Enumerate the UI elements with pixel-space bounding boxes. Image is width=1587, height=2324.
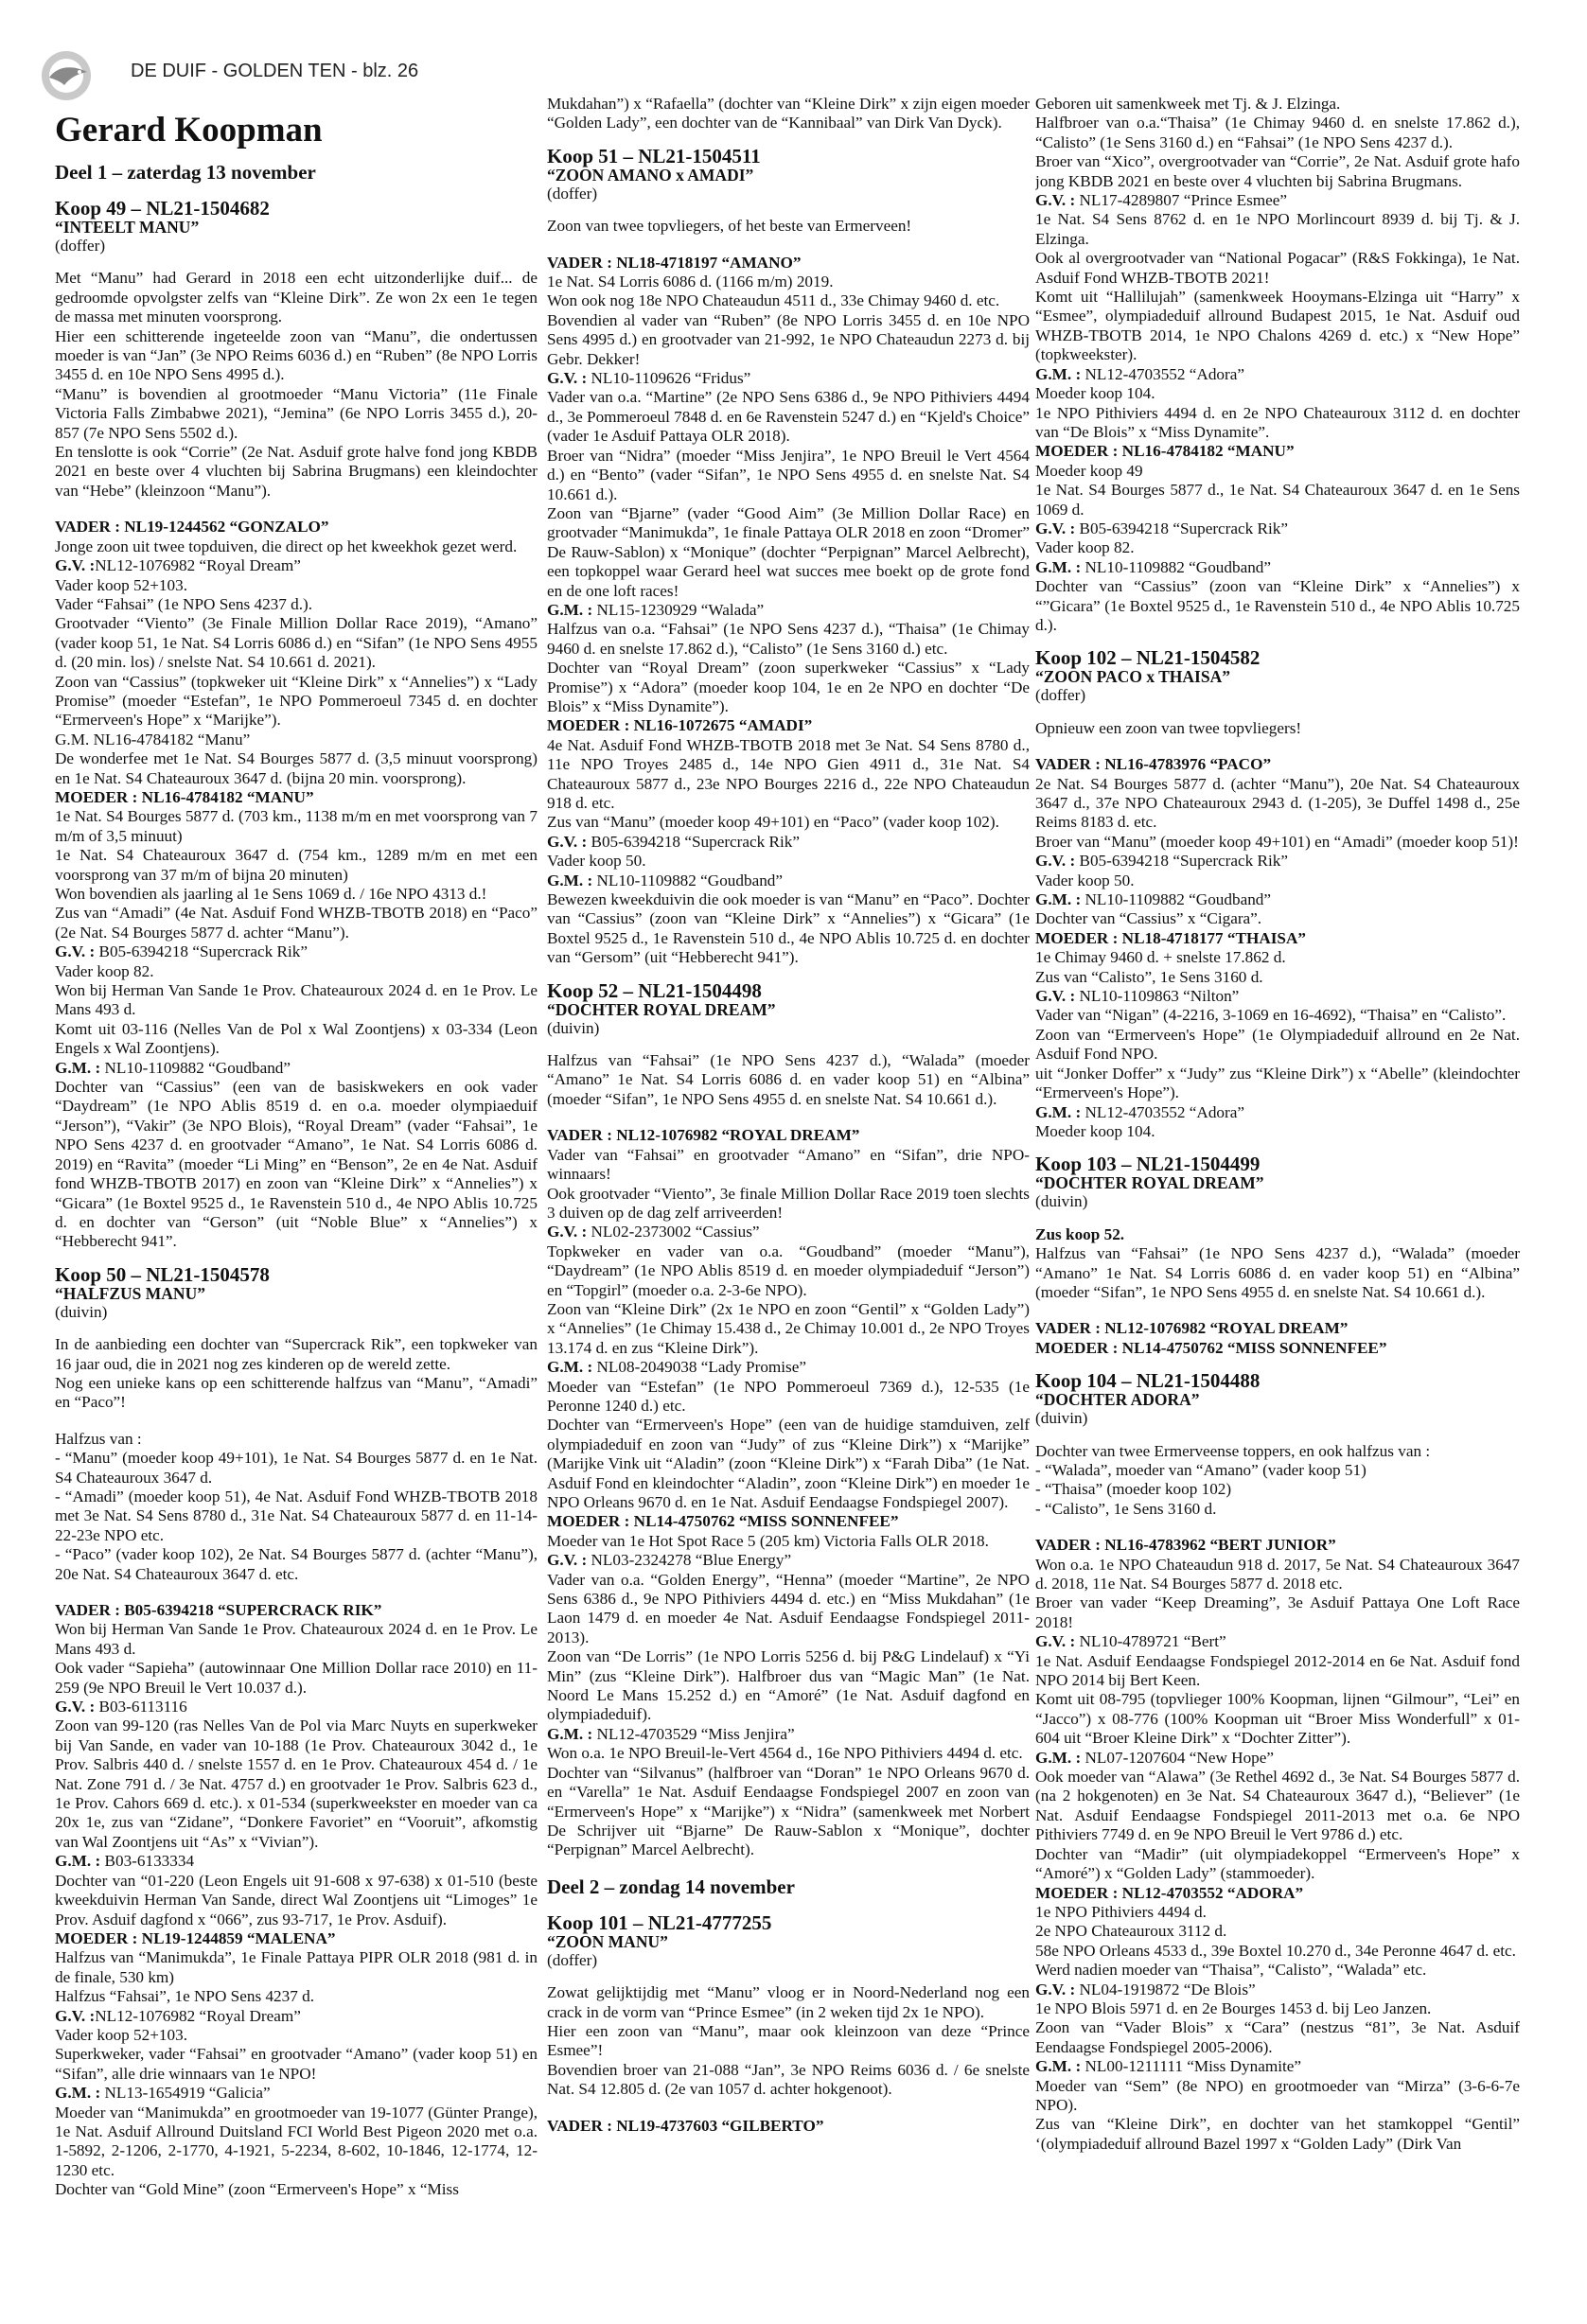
label: G.V. : bbox=[547, 1223, 588, 1241]
label: G.V. : bbox=[1035, 1980, 1076, 1998]
paragraph: Mukdahan”) x “Rafaella” (dochter van “Kleine Dirk” x zijn eigen moeder “Golden Lady”, een dochter van de “Kannibaal” van Dirk Van Dyck). bbox=[547, 95, 1030, 132]
paragraph: uit “Jonker Doffer” x “Judy” zus “Kleine Dirk”) x “Abelle” (kleindochter “Ermerveen's Hope”). bbox=[1035, 1064, 1520, 1102]
dam-heading: MOEDER : NL16-4784182 “MANU” bbox=[55, 787, 314, 806]
dam-heading: MOEDER : NL16-1072675 “AMADI” bbox=[547, 716, 813, 735]
pedigree-line bbox=[547, 369, 1030, 388]
list-item: - “Walada”, moeder van “Amano” (vader koop 51) bbox=[1035, 1460, 1367, 1479]
paragraph: 1e NPO Blois 5971 d. en 2e Bourges 1453 d. bij Leo Janzen. bbox=[1035, 1998, 1432, 2017]
paragraph: Dochter van twee Ermerveense toppers, en ook halfzus van : bbox=[1035, 1441, 1431, 1460]
paragraph: Zus van “Amadi” (4e Nat. Asduif Fond WHZB-TBOTB 2018) en “Paco” (2e Nat. S4 Bourges 5877 d. achter “Manu”). bbox=[55, 904, 538, 942]
column-3 bbox=[1035, 95, 1520, 2309]
paragraph: De wonderfee met 1e Nat. S4 Bourges 5877 d. (3,5 minuut voorsprong) en 1e Nat. S4 Chateauroux 3647 d. (bijna 20 min. voorsprong). bbox=[55, 749, 538, 787]
section-heading-part1: Deel 1 – zaterdag 13 november bbox=[55, 161, 316, 184]
pedigree-line bbox=[55, 556, 538, 575]
lot-sex: (duivin) bbox=[1035, 1409, 1088, 1428]
dam-heading: MOEDER : NL12-4703552 “ADORA” bbox=[1035, 1883, 1304, 1902]
label: G.V. : bbox=[1035, 1632, 1076, 1651]
paragraph: Zoon van “Cassius” (topkweker uit “Kleine Dirk” x “Annelies”) x “Lady Promise” (moeder “Estefan”, 1e NPO Pommeroeul 7345 d. en dochter “Ermerveen's Hope” x “Marijke”). bbox=[55, 672, 538, 730]
sire-heading: VADER : NL16-4783976 “PACO” bbox=[1035, 755, 1272, 774]
paragraph: Vader koop 82. bbox=[55, 961, 154, 980]
paragraph: Broer van “Manu” (moeder koop 49+101) en “Amadi” (moeder koop 51)! bbox=[1035, 832, 1519, 851]
paragraph: Zus van “Kleine Dirk”, en dochter van het stamkoppel “Gentil” ‘(olympiadeduif allround Bazel 1997 x “Golden Lady” (Dirk Van bbox=[1035, 2115, 1520, 2153]
paragraph: Vader van o.a. “Golden Energy”, “Henna” (moeder “Martine”, 2e NPO Sens 6386 d., 9e NPO Pithiviers 4494 d. etc.) en “Miss Mukdahan” (1e Laon 1479 d. en moeder 4e Nat. Asduif Eendaagse Fondspiegel 2011-2013). bbox=[547, 1570, 1030, 1646]
paragraph: Hier een zoon van “Manu”, maar ook kleinzoon van deze “Prince Esmee”! bbox=[547, 2021, 1030, 2060]
paragraph: 1e Nat. S4 Bourges 5877 d., 1e Nat. S4 Chateauroux 3647 d. en 1e Sens 1069 d. bbox=[1035, 481, 1520, 519]
lot-name: “DOCHTER ROYAL DREAM” bbox=[547, 999, 776, 1019]
paragraph: Halfzus van “Fahsai” (1e NPO Sens 4237 d.), “Walada” (moeder “Amano” 1e Nat. S4 Lorris 6086 d. en vader koop 51) en “Albina” (moeder “Sifan”, 1e NPO Sens 4955 d. en snelste Nat. S4 10.661 d.). bbox=[1035, 1244, 1520, 1301]
page-title: Gerard Koopman bbox=[55, 111, 323, 150]
value: B05-6394218 “Supercrack Rik” bbox=[98, 942, 309, 961]
label: G.M. : bbox=[547, 871, 593, 889]
label: G.M. : bbox=[1035, 1102, 1082, 1121]
lot-name: “ZOON PACO x THAISA” bbox=[1035, 667, 1230, 687]
value: NL15-1230929 “Walada” bbox=[596, 600, 765, 619]
list-item: - “Amadi” (moeder koop 51), 4e Nat. Asduif Fond WHZB-TBOTB 2018 met 3e Nat. S4 Sens 8780 d., 31e Nat. S4 Chateauroux 5877 d. en 11-14-22-23e NPO etc. bbox=[55, 1487, 538, 1544]
paragraph: 1e Nat. S4 Lorris 6086 d. (1166 m/m) 2019. bbox=[547, 273, 834, 291]
pedigree-line bbox=[547, 833, 1030, 852]
pedigree-line bbox=[547, 1223, 1030, 1241]
paragraph: Dochter van “Royal Dream” (zoon superkweker “Cassius” x “Lady Promise”) x “Adora” (moeder koop 104, 1e en 2e NPO en dochter “De Blois” x “Miss Dynamite”). bbox=[547, 659, 1030, 715]
value: B05-6394218 “Supercrack Rik” bbox=[591, 832, 801, 851]
paragraph: Dochter van “Cassius” (zoon van “Kleine Dirk” x “Annelies”) x “”Gicara” (1e Boxtel 9525 d., 1e Ravenstein 510 d., 4e NPO Ablis 10.725 d.). bbox=[1035, 577, 1520, 634]
pedigree-line bbox=[55, 1698, 538, 1717]
dam-heading: MOEDER : NL18-4718177 “THAISA” bbox=[1035, 928, 1306, 947]
paragraph: Won bovendien als jaarling al 1e Sens 1069 d. / 16e NPO 4313 d.! bbox=[55, 885, 487, 903]
paragraph: Superkweker, vader “Fahsai” en grootvader “Amano” (vader koop 51) en “Sifan”, alle drie winnaars van 1e NPO! bbox=[55, 2045, 538, 2083]
paragraph: Zoon van “Vader Blois” x “Cara” (nestzus “81”, 3e Nat. Asduif Eendaagse Fondspiegel 2005-2006). bbox=[1035, 2018, 1520, 2056]
paragraph: Dochter van “Gold Mine” (zoon “Ermerveen's Hope” x “Miss bbox=[55, 2180, 459, 2199]
paragraph: Komt uit 03-116 (Nelles Van de Pol x Wal Zoontjens) x 03-334 (Leon Engels x Wal Zoontjens). bbox=[55, 1019, 538, 1058]
page-header: DE DUIF - GOLDEN TEN - blz. 26 bbox=[131, 61, 419, 81]
paragraph: Dochter van “Cassius” (een van de basiskwekers en ook vader “Daydream” (1e NPO Ablis 8519 d. en o.a. moeder olympiaeduif “Jerson”), “Vakir” (3e NPO Blois), “Royal Dream” (vader “Fahsai”, 1e NPO Sens 4237 d. en grootvader “Amano”, 1e Nat. S4 Lorris 6086 d. 2019) en “Ravita” (moeder “Li Ming” en “Benson”, 2e en 4e Nat. Asduif fond WHZB-TBOTB 2017) en zoon van “Kleine Dirk” x “Annelies”) x “Gicara” (1e Boxtel 9525 d., 1e Ravenstein 510 d., 4e NPO Ablis 10.725 d. en dochter van “Gerson” (uit “Noble Blue” x “Annelies”) x “Hebberecht 941”. bbox=[55, 1078, 538, 1251]
lot-title: Koop 102 – NL21-1504582 bbox=[1035, 646, 1261, 670]
paragraph: 2e NPO Chateauroux 3112 d. bbox=[1035, 1922, 1227, 1941]
value: NL10-1109882 “Goudband” bbox=[1084, 557, 1272, 576]
paragraph: Met “Manu” had Gerard in 2018 een echt uitzonderlijke duif... de gedroomde opvolgster zelfs van “Kleine Dirk”. Ze won 2x een 1e tegen de massa met minuten voorsprong. bbox=[55, 269, 538, 326]
label: G.V. : bbox=[547, 832, 588, 851]
lot-name: “DOCHTER ROYAL DREAM” bbox=[1035, 1173, 1264, 1193]
pedigree-line bbox=[1035, 987, 1520, 1006]
paragraph: Komt uit “Hallilujah” (samenkweek Hooymans-Elzinga uit “Harry” x “Esmee”, olympiadeduif allround Budapest 2015, 1e Nat. Asduif oud WHZB-TBOTB 2014, 1e NPO Chalons 4269 d. etc.) x “New Hope” (topkweekster). bbox=[1035, 288, 1520, 364]
pedigree-line bbox=[55, 2007, 538, 2026]
lot-name: “HALFZUS MANU” bbox=[55, 1283, 205, 1303]
paragraph: 1e Nat. S4 Bourges 5877 d. (703 km., 1138 m/m en met voorsprong van 7 m/m of 3,5 minuut) bbox=[55, 807, 538, 845]
paragraph: Dochter van “Madir” (uit olympiadekoppel “Ermerveen's Hope” x “Amoré”) x “Golden Lady” (stammoeder). bbox=[1035, 1844, 1520, 1883]
paragraph: Jonge zoon uit twee topduiven, die direct op het kweekhok gezet werd. bbox=[55, 537, 518, 555]
value: NL10-1109863 “Nilton” bbox=[1079, 987, 1240, 1006]
value: NL04-1919872 “De Blois” bbox=[1079, 1980, 1256, 1998]
paragraph: Broer van “Nidra” (moeder “Miss Jenjira”, 1e NPO Breuil le Vert 4564 d.) en “Bento” (vader “Sifan”, 1e NPO Sens 4955 d. en snelste Nat. S4 10.661 d.). bbox=[547, 446, 1030, 503]
paragraph: Ook vader “Sapieha” (autowinnaar One Million Dollar race 2010) en 11-259 (9e NPO Breuil le Vert 10.037 d.). bbox=[55, 1659, 538, 1697]
pedigree-line bbox=[547, 601, 1030, 620]
paragraph: Hier een schitterende ingeteelde zoon van “Manu”, die ondertussen moeder is van “Jan” (3e NPO Reims 6036 d.) en “Ruben” (8e NPO Lorris 3455 d. en 10e NPO Sens 4995 d.). bbox=[55, 326, 538, 384]
lot-title: Koop 49 – NL21-1504682 bbox=[55, 197, 270, 220]
paragraph: Grootvader “Viento” (3e Finale Million Dollar Race 2019), “Amano” (vader koop 51, 1e Nat. S4 Lorris 6086 d.) en “Sifan” (1e NPO Sens 4955 d. (20 min. los) / snelste Nat. S4 10.661 d. 2021). bbox=[55, 614, 538, 672]
lot-title: Koop 101 – NL21-4777255 bbox=[547, 1910, 772, 1934]
label: G.M. : bbox=[547, 600, 593, 619]
paragraph: Zoon van 99-120 (ras Nelles Van de Pol via Marc Nuyts en superkweker bij Van Sande, en vader van 10-188 (1e Prov. Chateauroux 3042 d., 1e Prov. Salbris 440 d. / snelste 1557 d. en 1e Prov. Chateauroux 454 d. / 1e Nat. Zone 791 d. / 3e Nat. 4757 d.) en grootvader 1e Prov. Salbris 623 d., 1e Prov. Cahors 669 d. etc.). x 01-534 (superkweekster en moeder van ca 20x 1e, zus van “Zidane”, “Donkere Favoriet” en “Vooruit”, afkomstig van Wal Zoontjens uit “As” x “Vivian”). bbox=[55, 1717, 538, 1851]
list-item: - “Paco” (vader koop 102), 2e Nat. S4 Bourges 5877 d. (achter “Manu”), 20e Nat. S4 Chateauroux 3647 d. etc. bbox=[55, 1545, 538, 1583]
value: B05-6394218 “Supercrack Rik” bbox=[1079, 519, 1289, 537]
pedigree-line bbox=[547, 1551, 1030, 1570]
lot-sex: (doffer) bbox=[1035, 686, 1086, 705]
paragraph: Won bij Herman Van Sande 1e Prov. Chateauroux 2024 d. en 1e Prov. Le Mans 493 d. bbox=[55, 1620, 538, 1658]
paragraph: Ook al overgrootvader van “National Pogacar” (R&S Fokkinga), 1e Nat. Asduif Fond WHZB-TBOTB 2021! bbox=[1035, 249, 1520, 287]
label: G.M. : bbox=[547, 1358, 593, 1377]
list-item: - “Thaisa” (moeder koop 102) bbox=[1035, 1480, 1232, 1499]
paragraph: In de aanbieding een dochter van “Supercrack Rik”, een topkweker van 16 jaar oud, die in 2021 nog zes kinderen op de wereld zette. bbox=[55, 1335, 538, 1373]
paragraph: 4e Nat. Asduif Fond WHZB-TBOTB 2018 met 3e Nat. S4 Sens 8780 d., 11e NPO Troyes 2485 d., 14e NPO Gien 4911 d., 31e Nat. S4 Chateauroux 5877 d., 23e NPO Bourges 2216 d., 22e NPO Chateaudun 918 d. etc. bbox=[547, 735, 1030, 812]
paragraph: Vader van “Fahsai” en grootvader “Amano” en “Sifan”, drie NPO-winnaars! bbox=[547, 1145, 1030, 1184]
pedigree-line bbox=[55, 942, 538, 961]
paragraph: 1e Nat. S4 Chateauroux 3647 d. (754 km., 1289 m/m en met een voorsprong van 37 m/m of bijna 20 minuten) bbox=[55, 846, 538, 884]
pedigree-line bbox=[1035, 1749, 1520, 1768]
paragraph: Halfzus van “Fahsai” (1e NPO Sens 4237 d.), “Walada” (moeder “Amano” 1e Nat. S4 Lorris 6086 d. en vader koop 51) en “Albina” (moeder “Sifan”, 1e NPO Sens 4955 d. en snelste Nat. S4 10.661 d.). bbox=[547, 1051, 1030, 1108]
value: NL08-2049038 “Lady Promise” bbox=[596, 1358, 806, 1377]
sire-heading: VADER : NL18-4718197 “AMANO” bbox=[547, 253, 802, 272]
value: NL12-1076982 “Royal Dream” bbox=[95, 2006, 301, 2025]
lot-title: Koop 50 – NL21-1504578 bbox=[55, 1262, 270, 1286]
label: G.M. : bbox=[55, 1852, 101, 1871]
lot-50 bbox=[55, 1262, 538, 2200]
paragraph: 1e Nat. S4 Sens 8762 d. en 1e NPO Morlincourt 8939 d. bij Tj. & J. Elzinga. bbox=[1035, 210, 1520, 248]
lot-title: Koop 103 – NL21-1504499 bbox=[1035, 1153, 1261, 1176]
label: G.V. : bbox=[1035, 191, 1076, 210]
paragraph: Zoon van “De Lorris” (1e NPO Lorris 5256 d. bij P&G Lindelauf) x “Yi Min” (zus “Kleine Dirk”). Halfbroer dus van “Magic Man” (1e Nat. Noord Le Mans 15.252 d.) en “Amoré” (1e Nat. Asduif dagfond en olympiadeduif). bbox=[547, 1647, 1030, 1724]
paragraph: Dochter van “Ermerveen's Hope” (een van de huidige stamduiven, zelf olympiadeduif en zoon van “Judy” of zus “Kleine Dirk”) x “Marijke” (Marijke Vink uit “Aladin” (zoon “Kleine Dirk”) x “Farah Diba” (1e Nat. Asduif Fond en kleindochter “Aladin”, zoon “Kleine Dirk”) en moeder 1e NPO Orleans 9670 d. en 1e Nat. Asduif Eendaagse Fondspiegel 2007). bbox=[547, 1416, 1030, 1511]
lot-title: Koop 52 – NL21-1504498 bbox=[547, 978, 762, 1002]
lot-sex: (duivin) bbox=[55, 1302, 108, 1321]
lot-sex: (doffer) bbox=[547, 184, 598, 202]
paragraph: Vader van o.a. “Martine” (2e NPO Sens 6386 d., 9e NPO Pithiviers 4494 d., 3e Pommeroeul 7848 d. en 6e Ravenstein 5247 d.) en “Kjeld's Choice” (vader 1e Asduif Pattaya OLR 2018). bbox=[547, 388, 1030, 446]
label: G.M. : bbox=[1035, 890, 1082, 909]
paragraph: Vader koop 50. bbox=[1035, 871, 1135, 889]
lot-name: “DOCHTER ADORA” bbox=[1035, 1390, 1200, 1410]
paragraph: Moeder koop 104. bbox=[1035, 384, 1155, 403]
pedigree-line bbox=[1035, 890, 1520, 909]
value: NL10-4789721 “Bert” bbox=[1079, 1632, 1226, 1651]
pedigree-line bbox=[1035, 2057, 1520, 2076]
lot-101 bbox=[547, 1910, 1030, 2136]
lot-102 bbox=[1035, 648, 1520, 1141]
paragraph: Moeder van “Estefan” (1e NPO Pommeroeul 7369 d.), 12-535 (1e Peronne 1240 d.) etc. bbox=[547, 1377, 1030, 1415]
paragraph: Moeder van 1e Hot Spot Race 5 (205 km) Victoria Falls OLR 2018. bbox=[547, 1531, 989, 1550]
pedigree-line: G.M. NL16-4784182 “Manu” bbox=[55, 730, 251, 748]
list-item: - “Calisto”, 1e Sens 3160 d. bbox=[1035, 1499, 1217, 1518]
paragraph: Vader koop 52+103. bbox=[55, 2025, 188, 2044]
paragraph: Bovendien broer van 21-088 “Jan”, 3e NPO Reims 6036 d. / 6e snelste Nat. S4 12.805 d. (2e van 1057 d. achter hokgenoot). bbox=[547, 2060, 1030, 2099]
paragraph: Broer van “Xico”, overgrootvader van “Corrie”, 2e Nat. Asduif grote hafo jong KBDB 2021 en beste over 4 vluchten bij Sabrina Brugmans. bbox=[1035, 152, 1520, 190]
paragraph: Broer van vader “Keep Dreaming”, 3e Asduif Pattaya One Loft Race 2018! bbox=[1035, 1593, 1520, 1631]
lot-103 bbox=[1035, 1154, 1520, 1358]
paragraph: 1e Nat. Asduif Eendaagse Fondspiegel 2012-2014 en 6e Nat. Asduif fond NPO 2014 bij Bert Keen. bbox=[1035, 1651, 1520, 1690]
pedigree-line bbox=[1035, 1981, 1520, 1999]
paragraph: Moeder van “Manimukda” en grootmoeder van 19-1077 (Günter Prange), 1e Nat. Asduif Allround Duitsland FCI World Best Pigeon 2020 met o.a. 1-5892, 2-1206, 2-1770, 4-1921, 5-2234, 8-602, 10-1846, 12-1774, 12-1230 etc. bbox=[55, 2103, 538, 2179]
paragraph: Halfzus van “Manimukda”, 1e Finale Pattaya PIPR OLR 2018 (981 d. in de finale, 530 km) bbox=[55, 1948, 538, 1986]
label: G.M. : bbox=[55, 1058, 101, 1077]
paragraph: Vader koop 82. bbox=[1035, 538, 1135, 557]
pedigree-line bbox=[55, 1852, 538, 1871]
paragraph: En tenslotte is ook “Corrie” (2e Nat. Asduif grote halve fond jong KBDB 2021 en beste over 4 vluchten bij Sabrina Brugmans) een kleindochter van “Hebe” (kleinzoon “Manu”). bbox=[55, 443, 538, 500]
paragraph: Geboren uit samenkweek met Tj. & J. Elzinga. bbox=[1035, 95, 1341, 113]
paragraph: Zoon van “Kleine Dirk” (2x 1e NPO en zoon “Gentil” x “Golden Lady”) x “Annelies” (1e Chimay 15.438 d., 2e Chimay 10.001 d., 2e NPO Troyes 13.174 d. en zus “Kleine Dirk”). bbox=[547, 1299, 1030, 1357]
paragraph: 1e NPO Pithiviers 4494 d. en 2e NPO Chateauroux 3112 d. en dochter van “De Blois” x “Miss Dynamite”. bbox=[1035, 403, 1520, 441]
paragraph: Zus van “Manu” (moeder koop 49+101) en “Paco” (vader koop 102). bbox=[547, 813, 999, 832]
dam-heading: MOEDER : NL14-4750762 “MISS SONNENFEE” bbox=[1035, 1338, 1387, 1357]
column-1 bbox=[55, 104, 538, 2309]
value: NL07-1207604 “New Hope” bbox=[1084, 1748, 1275, 1767]
lot-sex: (duivin) bbox=[547, 1018, 600, 1037]
lot-sex: (doffer) bbox=[547, 1950, 598, 1969]
pedigree-line bbox=[1035, 519, 1520, 538]
label: G.V. : bbox=[1035, 987, 1076, 1006]
paragraph: Vader “Fahsai” (1e NPO Sens 4237 d.). bbox=[55, 594, 313, 613]
paragraph: Zus koop 52. bbox=[1035, 1224, 1125, 1243]
paragraph: Zoon van “Bjarne” (vader “Good Aim” (3e Million Dollar Race) en grootvader “Manimukda”, 1e finale Pattaya OLR 2018 en zoon “Dromer” De Rauw-Sablon) x “Monique” (dochter “Perpignan” Marcel Aelbrecht), een topkoppel waar Gerard heel wat succes mee boekt op de grote fond en de one loft races! bbox=[547, 503, 1030, 600]
label: G.M. : bbox=[1035, 1748, 1082, 1767]
paragraph: Komt uit 08-795 (topvlieger 100% Koopman, lijnen “Gilmour”, “Lei” en “Jacco”) x 08-776 (100% Koopman uit “Broer Miss Wonderfull” x 01-604 uit “Broer Kleine Dirk” x “Dochter Zitter”). bbox=[1035, 1690, 1520, 1748]
paragraph: Ook moeder van “Alawa” (3e Rethel 4692 d., 3e Nat. S4 Bourges 5877 d. (na 2 hokgenoten) en 3e Nat. S4 Chateauroux 3647 d.), “Believer” (1e Nat. Asduif Eendaagse Fondspiegel 2011-2013 met o.a. 6e NPO Pithiviers 7749 d. en 9e NPO Breuil le Vert 9786 d.) etc. bbox=[1035, 1768, 1520, 1844]
paragraph: 2e Nat. S4 Bourges 5877 d. (achter “Manu”), 20e Nat. S4 Chateauroux 3647 d., 37e NPO Chateauroux 2943 d. (1-205), 3e Duffel 1498 d., 25e Reims 8183 d. etc. bbox=[1035, 774, 1520, 832]
paragraph: Vader koop 50. bbox=[547, 852, 646, 871]
pedigree-line bbox=[55, 2084, 538, 2103]
paragraph: Dochter van “Cassius” x “Cigara”. bbox=[1035, 909, 1262, 928]
lot-name: “ZOON AMANO x AMADI” bbox=[547, 165, 754, 185]
pedigree-line bbox=[1035, 1632, 1520, 1651]
paragraph: Zowat gelijktijdig met “Manu” vloog er in Noord-Nederland nog een crack in de vorm van “Prince Esmee” (in 2 weken tijd 2x 1e NPO). bbox=[547, 1983, 1030, 2021]
paragraph: Zoon van twee topvliegers, of het beste van Ermerveen! bbox=[547, 217, 912, 236]
label: G.M. : bbox=[1035, 557, 1082, 576]
paragraph: Moeder van “Sem” (8e NPO) en grootmoeder van “Mirza” (3-6-6-7e NPO). bbox=[1035, 2076, 1520, 2114]
paragraph: 1e Chimay 9460 d. + snelste 17.862 d. bbox=[1035, 948, 1286, 967]
pedigree-line bbox=[547, 872, 1030, 890]
paragraph: Bovendien al vader van “Ruben” (8e NPO Lorris 3455 d. en 10e NPO Sens 4995 d.) en grootvader van 21-992, 1e NPO Chateaudun 2273 d. bij Gebr. Dekker! bbox=[547, 310, 1030, 368]
pedigree-line bbox=[1035, 852, 1520, 871]
pedigree-line bbox=[1035, 1103, 1520, 1122]
lot-51 bbox=[547, 144, 1030, 968]
paragraph: 58e NPO Orleans 4533 d., 39e Boxtel 10.270 d., 34e Peronne 4647 d. etc. bbox=[1035, 1941, 1516, 1960]
paragraph: Halfzus van o.a. “Fahsai” (1e NPO Sens 4237 d.), “Thaisa” (1e Chimay 9460 d. en snelste 17.862 d.), “Calisto” (1e Sens 3160 d.) etc. bbox=[547, 620, 1030, 658]
list-item: - “Manu” (moeder koop 49+101), 1e Nat. S4 Bourges 5877 d. en 1e Nat. S4 Chateauroux 3647 d. bbox=[55, 1449, 538, 1487]
value: NL12-4703529 “Miss Jenjira” bbox=[596, 1724, 795, 1743]
paragraph: Werd nadien moeder van “Thaisa”, “Calisto”, “Walada” etc. bbox=[1035, 1961, 1427, 1980]
lot-title: Koop 51 – NL21-1504511 bbox=[547, 144, 761, 167]
sire-heading: VADER : NL19-4737603 “GILBERTO” bbox=[547, 2116, 824, 2135]
column-2 bbox=[547, 95, 1030, 2309]
label: G.M. : bbox=[1035, 2057, 1082, 2076]
paragraph: Won ook nog 18e NPO Chateaudun 4511 d., 33e Chimay 9460 d. etc. bbox=[547, 291, 1000, 310]
value: NL10-1109882 “Goudband” bbox=[1084, 890, 1272, 909]
sire-heading: VADER : B05-6394218 “SUPERCRACK RIK” bbox=[55, 1601, 382, 1619]
paragraph: Won o.a. 1e NPO Chateaudun 918 d. 2017, 5e Nat. S4 Chateauroux 3647 d. 2018, 11e Nat. S4 Bourges 5877 d. 2018 etc. bbox=[1035, 1555, 1520, 1593]
lot-104 bbox=[1035, 1371, 1520, 2154]
paragraph: 1e NPO Pithiviers 4494 d. bbox=[1035, 1902, 1207, 1921]
pedigree-line bbox=[55, 1059, 538, 1078]
pedigree-line bbox=[1035, 365, 1520, 384]
paragraph: Ook grootvader “Viento”, 3e finale Million Dollar Race 2019 toen slechts 3 duiven op de dag zelf arriveerden! bbox=[547, 1184, 1030, 1222]
paragraph: “Manu” is bovendien al grootmoeder “Manu Victoria” (11e Finale Victoria Falls Zimbabwe 2021), “Jemina” (6e NPO Lorris 3455 d.), 20-857 (7e NPO Sens 5502 d.). bbox=[55, 384, 538, 442]
lot-52 bbox=[547, 978, 1030, 1860]
paragraph: Topkweker en vader van o.a. “Goudband” (moeder “Manu”), “Daydream” (1e NPO Ablis 8519 d. en moeder olympiadeduif “Jerson”) en “Topgirl” (moeder o.a. 2-3-6e NPO). bbox=[547, 1241, 1030, 1299]
lot-name: “INTEELT MANU” bbox=[55, 218, 200, 237]
paragraph: Halfzus “Fahsai”, 1e NPO Sens 4237 d. bbox=[55, 1987, 315, 2006]
label: G.V. : bbox=[1035, 519, 1076, 537]
paragraph: Dochter van “Silvanus” (halfbroer van “Doran” 1e NPO Orleans 9670 d. en “Varella” 1e Nat. Asduif Eendaagse Fondspiegel 2007 en zoon van “Ermerveen's Hope” x “Marijke”) x “Nidra” (samenkweek met Norbert De Schrijver uit “Bjarne” De Rauw-Sablon x “Monique”, dochter “Perpignan” Marcel Aelbrecht). bbox=[547, 1763, 1030, 1859]
dam-heading: MOEDER : NL19-1244859 “MALENA” bbox=[55, 1928, 336, 1947]
value: NL10-1109882 “Goudband” bbox=[596, 871, 784, 889]
paragraph: Moeder koop 104. bbox=[1035, 1121, 1155, 1140]
paragraph: Halfzus van : bbox=[55, 1429, 142, 1448]
label: G.V. : bbox=[55, 2006, 96, 2025]
value: NL12-4703552 “Adora” bbox=[1084, 364, 1245, 383]
pedigree-line bbox=[547, 1358, 1030, 1377]
paragraph: Dochter van “01-220 (Leon Engels uit 91-608 x 97-638) x 01-510 (beste kweekduivin Herman Van Sande, direct Wal Zoontjens uit “Limoges” 1e Prov. Asduif dagfond x “066”, zus 93-717, 1e Prov. Asduif). bbox=[55, 1871, 538, 1928]
sire-heading: VADER : NL19-1244562 “GONZALO” bbox=[55, 518, 329, 537]
section-heading-part2: Deel 2 – zondag 14 november bbox=[547, 1875, 795, 1898]
pedigree-line bbox=[1035, 558, 1520, 577]
value: NL12-4703552 “Adora” bbox=[1084, 1102, 1245, 1121]
label: G.V. : bbox=[1035, 852, 1076, 871]
paragraph: Nog een unieke kans op een schitterende halfzus van “Manu”, “Amadi” en “Paco”! bbox=[55, 1373, 538, 1412]
lot-sex: (duivin) bbox=[1035, 1192, 1088, 1211]
lot-title: Koop 104 – NL21-1504488 bbox=[1035, 1369, 1261, 1393]
paragraph: Vader koop 52+103. bbox=[55, 575, 188, 594]
paragraph: Won bij Herman Van Sande 1e Prov. Chateauroux 2024 d. en 1e Prov. Le Mans 493 d. bbox=[55, 981, 538, 1019]
value: NL10-1109626 “Fridus” bbox=[591, 369, 751, 388]
paragraph: Zoon van “Ermerveen's Hope” (1e Olympiadeduif allround en 2e Nat. Asduif Fond NPO. bbox=[1035, 1025, 1520, 1064]
label: G.V. : bbox=[55, 942, 96, 961]
value: B03-6113116 bbox=[98, 1698, 187, 1717]
value: NL17-4289807 “Prince Esmee” bbox=[1079, 191, 1288, 210]
value: NL13-1654919 “Galicia” bbox=[104, 2084, 271, 2103]
sire-heading: VADER : NL12-1076982 “ROYAL DREAM” bbox=[1035, 1319, 1349, 1338]
value: NL03-2324278 “Blue Energy” bbox=[591, 1551, 792, 1570]
pedigree-line bbox=[547, 1725, 1030, 1744]
label: G.M. : bbox=[55, 2084, 101, 2103]
paragraph: Moeder koop 49 bbox=[1035, 461, 1143, 480]
value: NL00-1211111 “Miss Dynamite” bbox=[1084, 2057, 1302, 2076]
label: G.M. : bbox=[1035, 364, 1082, 383]
label: G.V. : bbox=[547, 369, 588, 388]
pedigree-line bbox=[1035, 191, 1520, 210]
value: NL10-1109882 “Goudband” bbox=[104, 1058, 291, 1077]
paragraph: Won o.a. 1e NPO Breuil-le-Vert 4564 d., 16e NPO Pithiviers 4494 d. etc. bbox=[547, 1744, 1023, 1763]
value: NL02-2373002 “Cassius” bbox=[591, 1223, 760, 1241]
dam-heading: MOEDER : NL14-4750762 “MISS SONNENFEE” bbox=[547, 1512, 899, 1531]
sire-heading: VADER : NL12-1076982 “ROYAL DREAM” bbox=[547, 1126, 860, 1145]
sire-heading: VADER : NL16-4783962 “BERT JUNIOR” bbox=[1035, 1536, 1336, 1555]
paragraph: Bewezen kweekduivin die ook moeder is van “Manu” en “Paco”. Dochter van “Cassius” (zoon van “Kleine Dirk” x “Annelies”) x “Gicara” (1e Boxtel 9525 d., 1e Ravenstein 510 d., 4e NPO Ablis 10.725 d. en dochter van “Gersom” (uit “Hebberecht 941”). bbox=[547, 890, 1030, 967]
lot-sex: (doffer) bbox=[55, 237, 106, 255]
label: G.M. : bbox=[547, 1724, 593, 1743]
value: B03-6133334 bbox=[104, 1852, 195, 1871]
lot-name: “ZOON MANU” bbox=[547, 1931, 668, 1951]
label: G.V. : bbox=[55, 1698, 96, 1717]
paragraph: Zus van “Calisto”, 1e Sens 3160 d. bbox=[1035, 967, 1263, 986]
paragraph: Halfbroer van o.a.“Thaisa” (1e Chimay 9460 d. en snelste 17.862 d.), “Calisto” (1e Sens 3160 d.) en “Fahsai” (1e NPO Sens 4237 d.). bbox=[1035, 114, 1520, 151]
value: NL12-1076982 “Royal Dream” bbox=[95, 556, 301, 575]
label: G.V. : bbox=[55, 556, 96, 575]
value: B05-6394218 “Supercrack Rik” bbox=[1079, 852, 1289, 871]
dove-logo-icon bbox=[40, 49, 93, 102]
paragraph: Vader van “Nigan” (4-2216, 3-1069 en 16-4692), “Thaisa” en “Calisto”. bbox=[1035, 1006, 1507, 1025]
label: G.V. : bbox=[547, 1551, 588, 1570]
lot-49 bbox=[55, 199, 538, 1252]
paragraph: Opnieuw een zoon van twee topvliegers! bbox=[1035, 718, 1302, 737]
dam-heading: MOEDER : NL16-4784182 “MANU” bbox=[1035, 442, 1295, 461]
